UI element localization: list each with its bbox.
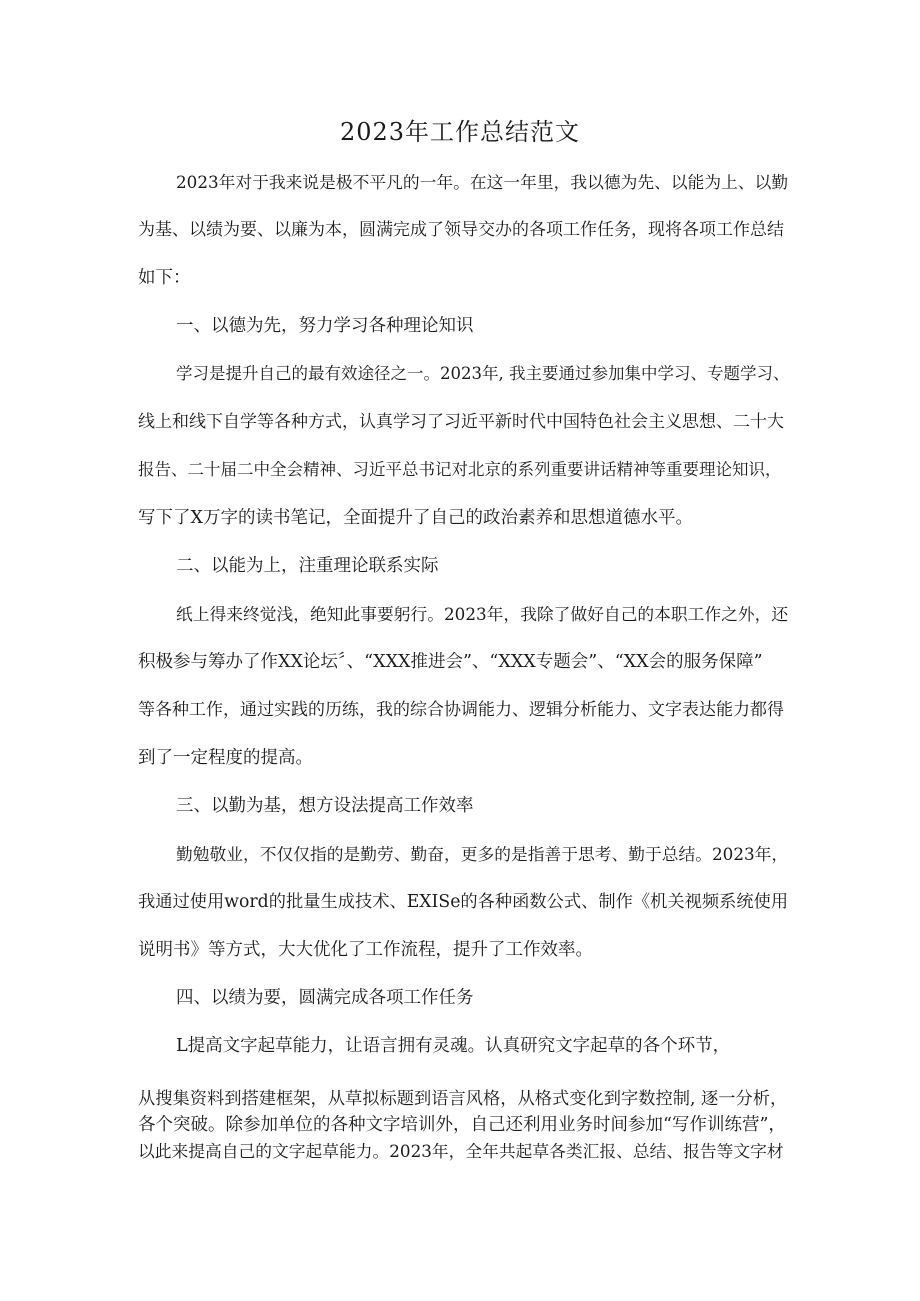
section-heading: 三、以勤为基，想方设法提高工作效率 — [176, 796, 474, 816]
paragraph-line: 报告、二十届二中全会精神、习近平总书记对北京的系列重要讲话精神等重要理论知识， — [138, 460, 782, 479]
paragraph-line: 为基、以绩为要、以廉为本，圆满完成了领导交办的各项工作任务，现将各项工作总结 — [138, 220, 784, 240]
paragraph-line: 从搜集资料到搭建框架，从草拟标题到语言风格，从格式变化到字数控制, 逐一分析， — [138, 1089, 788, 1109]
paragraph-line: 积极参与筹办了作XX论坛〞、“XXX推进会”、“XXX专题会”、“XX会的服务保障” — [138, 652, 763, 672]
paragraph-line: 写下了X万字的读书笔记，全面提升了自己的政治素养和思想道德水平。 — [138, 508, 693, 528]
section-heading: 四、以绩为要，圆满完成各项工作任务 — [176, 988, 474, 1008]
section-heading: 一、以德为先，努力学习各种理论知识 — [176, 316, 474, 336]
paragraph-line: 纸上得来终觉浅，绝知此事要躬行。2023年，我除了做好自己的本职工作之外，还 — [176, 604, 789, 624]
paragraph-line: 到了一定程度的提高。 — [138, 748, 313, 768]
section-heading: 二、以能为上，注重理论联系实际 — [176, 556, 439, 576]
paragraph-line: 学习是提升自己的最有效途径之一。2023年, 我主要通过参加集中学习、专题学习、 — [176, 364, 790, 383]
document-title: 2023年工作总结范文 — [339, 118, 581, 146]
paragraph-line: 线上和线下自学等各种方式，认真学习了习近平新时代中国特色社会主义思想、二十大 — [138, 412, 784, 432]
paragraph-line: 我通过使用word的批量生成技术、EXISe的各种函数公式、制作《机关视频系统使用 — [138, 892, 789, 912]
paragraph-line: L提高文字起草能力，让语言拥有灵魂。认真研究文字起草的各个环节， — [176, 1036, 731, 1056]
paragraph-line: 2023年对于我来说是极不平凡的一年。在这一年里，我以德为先、以能为上、以勤 — [176, 172, 789, 192]
paragraph-line: 各个突破。除参加单位的各种文字培训外，自己还利用业务时间参加“写作训练营”， — [138, 1115, 786, 1135]
paragraph-line: 勤勉敬业，不仅仅指的是勤劳、勤奋，更多的是指善于思考、勤于总结。2023年， — [176, 844, 789, 864]
paragraph-line: 如下： — [138, 268, 191, 288]
paragraph-line: 说明书》等方式，大大优化了工作流程，提升了工作效率。 — [138, 940, 593, 960]
paragraph-line: 等各种工作，通过实践的历练，我的综合协调能力、逻辑分析能力、文字表达能力都得 — [138, 700, 784, 720]
paragraph-line: 以此来提高自己的文字起草能力。2023年，全年共起草各类汇报、总结、报告等文字材 — [138, 1141, 784, 1161]
